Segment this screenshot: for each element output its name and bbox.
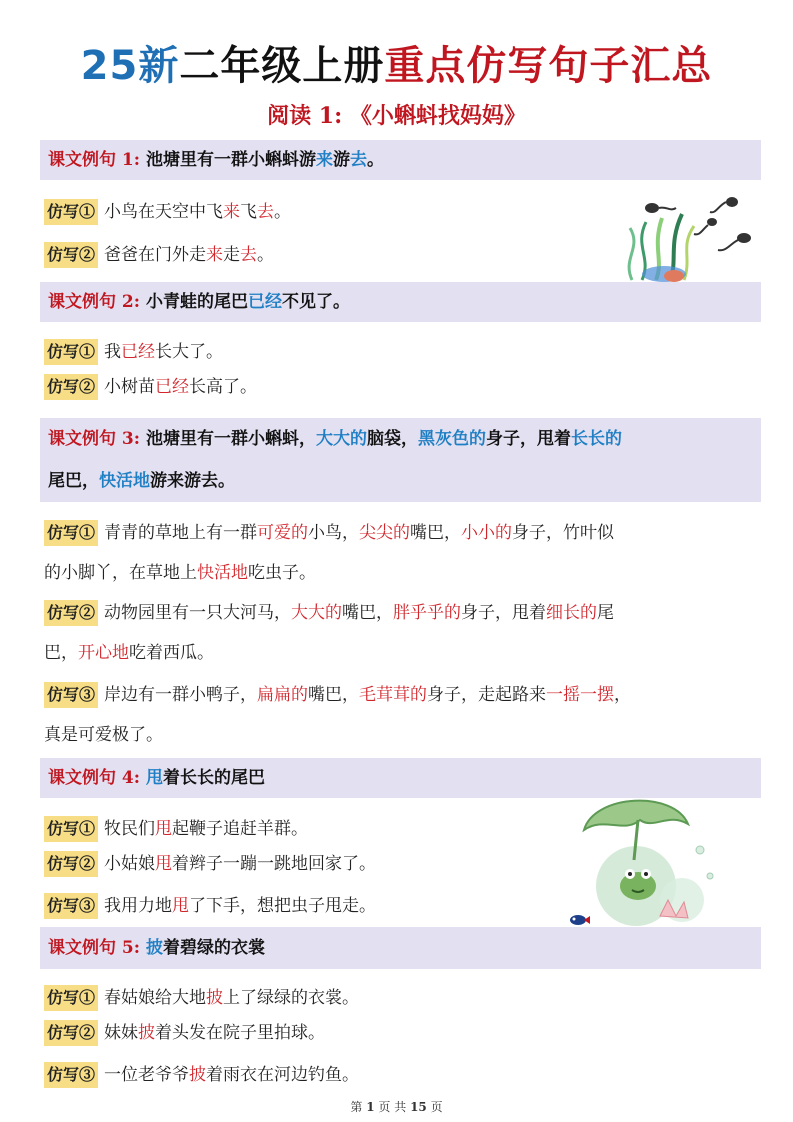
- section-text: 游来游去。: [150, 471, 235, 491]
- row-highlight: 甩: [155, 819, 173, 839]
- section-text: 池塘里有一群小蝌蚪游: [145, 150, 316, 170]
- title-part-1: 25新: [80, 43, 180, 89]
- section-highlight: 甩: [145, 768, 163, 788]
- row-text: 爸爸在门外走: [104, 245, 207, 265]
- title-part-2: 二年级上册: [179, 43, 385, 89]
- row-highlight: 去: [257, 202, 275, 222]
- row-text: 身子，甩着: [461, 603, 547, 623]
- row-highlight: 来: [206, 245, 224, 265]
- imitation-badge: 仿写③: [44, 682, 98, 708]
- section-highlight: 长长的: [570, 429, 622, 449]
- row-highlight: 披: [189, 1065, 207, 1085]
- section-text: 游: [332, 150, 350, 170]
- row-text: 长大了。: [155, 342, 224, 362]
- section-text: 池塘里有一群小蝌蚪，: [145, 429, 316, 449]
- lotus-leaf-frog-icon: [564, 790, 724, 936]
- imitation-badge: 仿写②: [44, 374, 98, 400]
- row-text: 着雨衣在河边钓鱼。: [206, 1065, 360, 1085]
- tadpoles-seaweed-icon: [612, 188, 772, 284]
- footer-text: 第: [350, 1100, 363, 1114]
- section-text: 尾巴，: [48, 471, 99, 491]
- row-highlight: 开心地: [78, 643, 129, 663]
- footer-text: 页: [430, 1100, 443, 1114]
- row-highlight: 扁扁的: [257, 685, 309, 705]
- row-text: 小姑娘: [104, 854, 156, 874]
- imitation-badge: 仿写①: [44, 816, 98, 842]
- row-text: 的小脚丫，在草地上: [44, 563, 197, 583]
- imitation-row: [44, 333, 764, 371]
- subtitle: 阅读 1: 《小蝌蚪找妈妈》: [267, 103, 526, 129]
- row-highlight: 披: [138, 1023, 156, 1043]
- row-highlight: 一摇一摆: [546, 685, 615, 705]
- section-label: 课文例句 3:: [48, 429, 141, 449]
- imitation-row: [44, 675, 764, 755]
- section-highlight: 来: [315, 150, 333, 170]
- row-text: 春姑娘给大地: [104, 988, 207, 1008]
- section-text: 不见了。: [281, 292, 350, 312]
- row-highlight: 细长的: [546, 603, 598, 623]
- section-highlight: 披: [145, 938, 163, 958]
- section-label: 课文例句 5:: [48, 938, 141, 958]
- imitation-row: [44, 1014, 764, 1052]
- row-text: 长高了。: [189, 377, 258, 397]
- row-text: 上了绿绿的衣裳。: [223, 988, 360, 1008]
- row-text: 嘴巴，: [342, 603, 394, 623]
- section-example-3: [40, 418, 761, 502]
- section-example-2: [40, 282, 761, 322]
- row-text: 身子，竹叶似: [512, 523, 615, 543]
- row-text: 我用力地: [104, 896, 173, 916]
- page-title: [0, 40, 793, 92]
- row-highlight: 胖乎乎的: [393, 603, 462, 623]
- row-highlight: 已经: [155, 377, 190, 397]
- row-highlight: 去: [240, 245, 258, 265]
- section-example-1: [40, 140, 761, 180]
- imitation-badge: 仿写③: [44, 1062, 98, 1088]
- row-highlight: 毛茸茸的: [359, 685, 428, 705]
- row-text: 了下手，想把虫子甩走。: [189, 896, 377, 916]
- row-highlight: 大大的: [291, 603, 343, 623]
- section-text: 。: [366, 150, 384, 170]
- row-text: 吃虫子。: [248, 563, 316, 583]
- row-highlight: 甩: [172, 896, 190, 916]
- section-text: 小青蛙的尾巴: [145, 292, 248, 312]
- row-text: 嘴巴，: [308, 685, 360, 705]
- page-number: 1: [366, 1100, 375, 1114]
- imitation-row: [44, 1056, 764, 1094]
- row-highlight: 小小的: [461, 523, 513, 543]
- row-text: 着辫子一蹦一跳地回家了。: [172, 854, 377, 874]
- imitation-badge: 仿写①: [44, 339, 98, 365]
- page-total: 15: [410, 1100, 427, 1114]
- section-label: 课文例句 2:: [48, 292, 141, 312]
- section-text: 着长长的尾巴: [162, 768, 265, 788]
- title-part-3: 重点仿写句子汇总: [384, 43, 713, 89]
- row-text: 我: [104, 342, 122, 362]
- row-text: 尾: [597, 603, 615, 623]
- row-text: 岸边有一群小鸭子，: [104, 685, 258, 705]
- row-text: 青青的草地上有一群: [104, 523, 258, 543]
- imitation-row: [44, 979, 764, 1017]
- imitation-row: [44, 593, 764, 673]
- imitation-badge: 仿写②: [44, 851, 98, 877]
- row-highlight: 快活地: [197, 563, 248, 583]
- row-text: 。: [274, 202, 292, 222]
- row-text: 身子，走起路来: [427, 685, 547, 705]
- row-text: 。: [257, 245, 275, 265]
- page-footer: [0, 1098, 793, 1115]
- row-highlight: 甩: [155, 854, 173, 874]
- section-highlight: 去: [349, 150, 367, 170]
- row-highlight: 来: [223, 202, 241, 222]
- row-text: 一位老爷爷: [104, 1065, 190, 1085]
- section-text: 着碧绿的衣裳: [162, 938, 265, 958]
- row-text: 嘴巴，: [410, 523, 462, 543]
- section-highlight: 大大的: [315, 429, 367, 449]
- row-text: 真是可爱极了。: [44, 725, 163, 745]
- row-text: 牧民们: [104, 819, 156, 839]
- row-text: 着头发在院子里拍球。: [155, 1023, 326, 1043]
- row-text: 动物园里有一只大河马，: [104, 603, 292, 623]
- imitation-badge: 仿写①: [44, 199, 98, 225]
- imitation-badge: 仿写②: [44, 600, 98, 626]
- section-text: 脑袋，: [366, 429, 418, 449]
- section-text: 身子，甩着: [485, 429, 571, 449]
- footer-text: 页 共: [378, 1100, 407, 1114]
- imitation-row: [44, 513, 764, 593]
- row-text: 飞: [240, 202, 258, 222]
- imitation-badge: 仿写②: [44, 242, 98, 268]
- section-label: 课文例句 4:: [48, 768, 141, 788]
- row-text: 起鞭子追赶羊群。: [172, 819, 309, 839]
- row-highlight: 已经: [121, 342, 156, 362]
- row-highlight: 可爱的: [257, 523, 309, 543]
- row-highlight: 披: [206, 988, 224, 1008]
- row-text: 小树苗: [104, 377, 156, 397]
- row-text: 走: [223, 245, 241, 265]
- section-line: [48, 460, 753, 502]
- imitation-badge: 仿写②: [44, 1020, 98, 1046]
- section-line: [48, 418, 753, 460]
- row-text: 小鸟在天空中飞: [104, 202, 224, 222]
- row-text: 吃着西瓜。: [129, 643, 214, 663]
- section-label: 课文例句 1:: [48, 150, 141, 170]
- imitation-badge: 仿写①: [44, 520, 98, 546]
- imitation-row: [44, 368, 764, 406]
- row-text: 妹妹: [104, 1023, 139, 1043]
- section-example-5: [40, 927, 761, 969]
- imitation-badge: 仿写③: [44, 893, 98, 919]
- row-highlight: 尖尖的: [359, 523, 411, 543]
- imitation-badge: 仿写①: [44, 985, 98, 1011]
- section-highlight: 黑灰色的: [417, 429, 486, 449]
- row-text: ，: [614, 685, 632, 705]
- section-highlight: 快活地: [99, 471, 150, 491]
- row-text: 巴，: [44, 643, 78, 663]
- row-text: 小鸟，: [308, 523, 360, 543]
- section-highlight: 已经: [247, 292, 282, 312]
